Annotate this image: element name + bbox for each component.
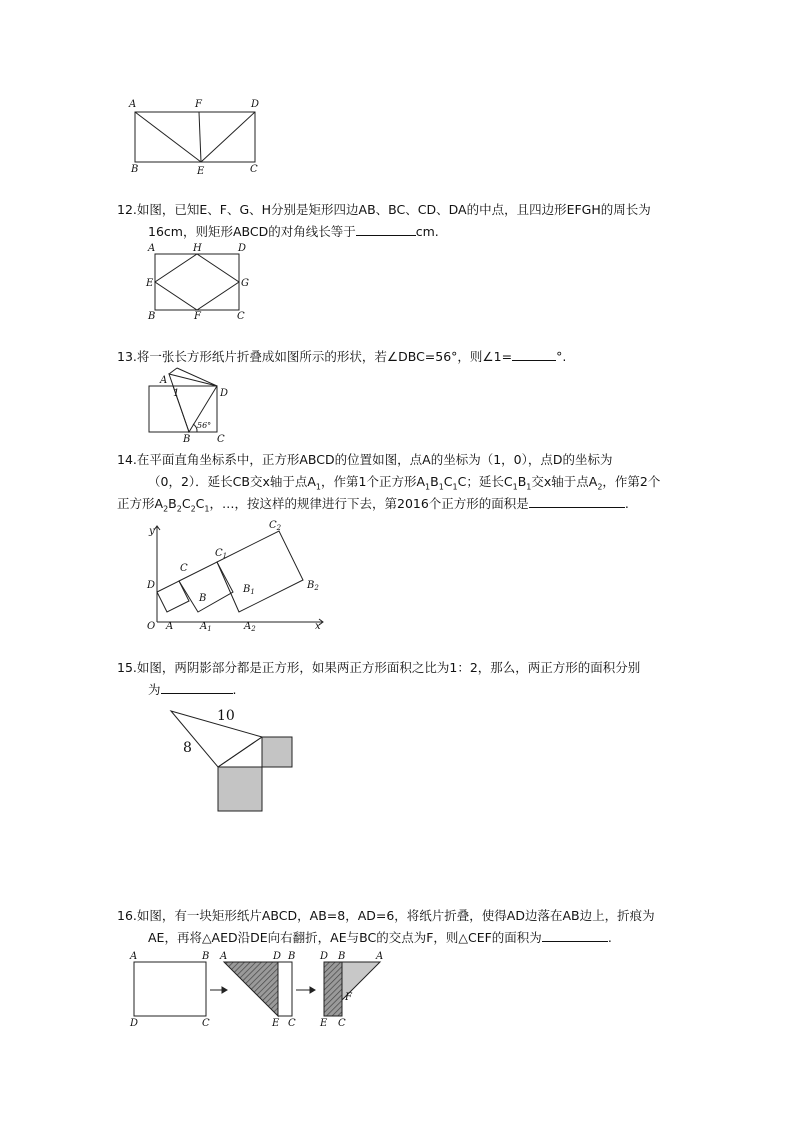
label-f: F	[194, 311, 201, 322]
label-angle-1: 1	[173, 388, 180, 399]
label-c: C	[202, 1018, 210, 1029]
label-b: B	[338, 951, 346, 962]
label-c: C	[338, 1018, 346, 1029]
label-a: A	[160, 375, 168, 386]
q13-text-b: °.	[556, 349, 567, 364]
subscript: 1	[512, 482, 518, 492]
label-f: F	[195, 99, 202, 110]
label-ten: 10	[217, 708, 235, 724]
label-a: A	[148, 243, 156, 254]
label-c: C	[250, 164, 258, 175]
label-a: A	[376, 951, 384, 962]
figure-two-squares	[165, 700, 300, 815]
q14-line2-mid1: ，作第1个正方形A	[321, 474, 426, 489]
q14-line2-pre: （0，2）．延长CB交x轴于点A	[148, 474, 316, 489]
figure-folded-paper	[143, 366, 243, 446]
label-d: D	[130, 1018, 139, 1029]
figure-rectangle-efgh	[145, 240, 255, 322]
label-d: D	[238, 243, 247, 254]
label-b1: $B_1$	[243, 584, 255, 596]
label-f: F	[345, 992, 352, 1003]
subscript: 2	[163, 504, 169, 514]
label-a: A	[130, 951, 138, 962]
q12-line2b: cm.	[415, 224, 439, 239]
label-b: B	[288, 951, 296, 962]
label-a: A	[129, 99, 137, 110]
label-y: y	[149, 526, 155, 537]
label-a1: $A_1$	[200, 621, 212, 633]
label-b: B	[148, 311, 156, 322]
subscript: 1	[315, 482, 322, 492]
q13-answer-blank[interactable]	[512, 346, 556, 361]
label-o: O	[147, 621, 156, 632]
label-a: A	[220, 951, 228, 962]
q14-line2: （0，2）．延长CB交x轴于点$A_1$，作第1个正方形$A_1B_1C_1C$；延长$C_1B_1$交x轴于点$A_2$，作第2个	[148, 474, 661, 492]
label-eight: 8	[183, 740, 192, 756]
q16-line2a: AE，再将△AED沿DE向右翻折，AE与BC的交点为F，则△CEF的面积为	[148, 930, 542, 945]
q15-answer-blank[interactable]	[161, 679, 233, 694]
label-d: D	[320, 951, 329, 962]
label-d: D	[251, 99, 260, 110]
q13-text-a: 13.将一张长方形纸片折叠成如图所示的形状，若∠DBC=56°，则∠1=	[117, 349, 513, 364]
label-x: x	[315, 621, 321, 632]
label-b: B	[183, 434, 191, 445]
q14-line3-pre: 正方形A	[117, 496, 164, 511]
q12-line2a: 16cm，则矩形ABCD的对角线长等于	[148, 224, 356, 239]
subscript: 1	[452, 482, 458, 492]
q14-line1: 14.在平面直角坐标系中，正方形ABCD的位置如图，点A的坐标为（1，0），点D的坐标为	[117, 452, 613, 467]
label-b: B	[202, 951, 210, 962]
label-e: E	[272, 1018, 280, 1029]
label-e: E	[146, 278, 154, 289]
q15-line1: 15.如图，两阴影部分都是正方形，如果两正方形面积之比为1：2，那么，两正方形的面积分别	[117, 660, 641, 675]
label-d: D	[220, 388, 229, 399]
label-c1: $C_1$	[215, 548, 228, 560]
q16-answer-blank[interactable]	[542, 927, 608, 942]
subscript: 1	[438, 482, 444, 492]
q14-line3: 正方形$A_2B_2C_2C_1$，…，按这样的规律进行下去，第2016个正方形的面积是 .	[117, 491, 629, 523]
label-h: H	[193, 243, 202, 254]
subscript: 2	[176, 504, 182, 514]
q14-line2-mid3: 交x轴于点A	[531, 474, 598, 489]
q15-line2b: .	[232, 682, 237, 697]
q12-answer-blank[interactable]	[356, 221, 416, 236]
q12-line1: 12.如图，已知E、F、G、H分别是矩形四边AB、BC、CD、DA的中点，且四边形EFGH的周长为	[117, 202, 651, 217]
q16-line1: 16.如图，有一块矩形纸片ABCD，AB=8，AD=6，将纸片折叠，使得AD边落在AB边上，折痕为	[117, 908, 655, 923]
label-angle-56: 56°	[197, 421, 212, 430]
subscript: 1	[526, 482, 532, 492]
label-c2: $C_2$	[269, 520, 282, 532]
q14-line2-mid2: C；延长C	[457, 474, 513, 489]
q14-line2-end: ，作第2个	[602, 474, 661, 489]
subscript: 1	[204, 504, 210, 514]
q14-answer-blank[interactable]	[529, 493, 625, 508]
label-c: C	[180, 563, 188, 574]
label-d: D	[273, 951, 282, 962]
q16-line2	[148, 925, 612, 951]
label-e: E	[320, 1018, 328, 1029]
label-a2: $A_2$	[244, 621, 256, 633]
subscript: 2	[190, 504, 196, 514]
label-g: G	[241, 278, 249, 289]
label-b2: $B_2$	[307, 580, 319, 592]
label-b: B	[131, 164, 139, 175]
q15-line2a: 为	[148, 682, 161, 697]
subscript: 1	[425, 482, 431, 492]
q14-line3-end: .	[624, 496, 629, 511]
label-c: C	[217, 434, 225, 445]
label-e: E	[197, 166, 205, 177]
label-d: D	[147, 580, 156, 591]
figure-coordinate-squares	[143, 518, 329, 633]
subscript: 2	[597, 482, 603, 492]
label-c: C	[237, 311, 245, 322]
figure-folding-steps	[126, 950, 388, 1030]
label-a: A	[166, 621, 174, 632]
label-b: B	[199, 593, 207, 604]
q16-line2b: .	[607, 930, 612, 945]
label-c: C	[288, 1018, 296, 1029]
figure-rectangle-afd	[125, 98, 265, 178]
q14-line3-post: ，…，按这样的规律进行下去，第2016个正方形的面积是	[209, 496, 529, 511]
